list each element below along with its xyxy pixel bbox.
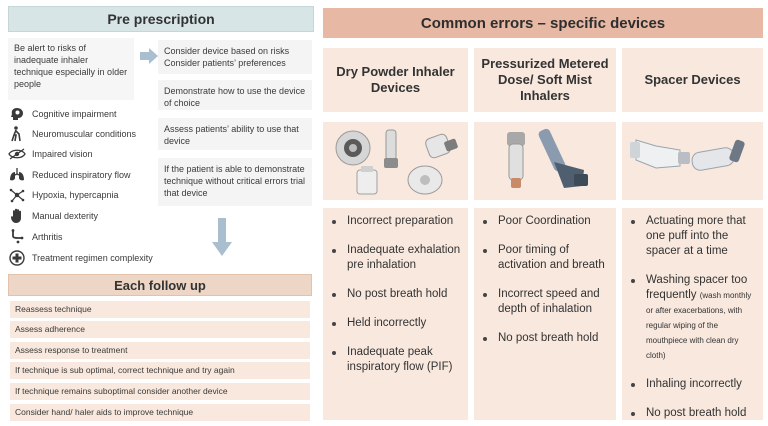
step-demonstrate: Demonstrate how to use the device of choice: [158, 80, 312, 110]
arrow-right-icon: [140, 48, 158, 69]
list-item: Inhaling incorrectly: [622, 377, 757, 392]
risk-manual-dexterity: Manual dexterity: [8, 207, 98, 225]
step-consider-device: Consider device based on risks Consider patients’ preferences: [158, 40, 312, 74]
arrow-down-icon: [212, 218, 232, 261]
list-item: Incorrect preparation: [323, 214, 462, 229]
risk-neuromuscular: Neuromuscular conditions: [8, 125, 136, 143]
pmdi-devices-image: [474, 122, 616, 200]
dpi-errors-panel: [323, 208, 468, 420]
list-item: No post breath hold: [474, 331, 610, 346]
follow-up-item: Reassess technique: [10, 301, 310, 318]
column-title-dpi: Dry Powder Inhaler Devices: [323, 48, 468, 112]
dpi-devices-image: [323, 122, 468, 200]
list-item: [622, 273, 757, 363]
risk-arthritis: Arthritis: [8, 228, 63, 246]
pmdi-errors-panel: [474, 208, 616, 420]
joint-icon: [8, 229, 26, 245]
list-item: Actuating more that one puff into the spacer at a time: [622, 214, 757, 259]
list-item: Incorrect speed and depth of inhalation: [474, 287, 610, 317]
list-item: Inadequate peak inspiratory flow (PIF): [323, 345, 462, 375]
follow-up-item: If technique remains suboptimal consider another device: [10, 383, 310, 400]
risk-alert-note: Be alert to risks of inadequate inhaler technique especially in older people: [8, 38, 134, 100]
follow-up-item: Assess response to treatment: [10, 342, 310, 359]
step-assess-ability: Assess patients’ ability to use that device: [158, 118, 312, 150]
follow-up-header: [8, 274, 312, 296]
list-item: Inadequate exhalation pre inhalation: [323, 243, 462, 273]
follow-up-title: Each follow up: [114, 277, 206, 293]
risk-impaired-vision: Impaired vision: [8, 145, 93, 163]
spacer-errors-panel: [622, 208, 763, 420]
follow-up-item: Consider hand/ haler aids to improve technique: [10, 404, 310, 421]
medical-cross-icon: [8, 250, 26, 266]
common-errors-header: [323, 8, 763, 38]
hand-icon: [8, 208, 26, 224]
list-item: Held incorrectly: [323, 316, 462, 331]
crossed-eye-icon: [8, 146, 26, 162]
risk-reduced-inspiratory-flow: Reduced inspiratory flow: [8, 166, 131, 184]
risk-cognitive-impairment: Cognitive impairment: [8, 105, 117, 123]
list-item: Poor timing of activation and breath: [474, 243, 610, 273]
walking-cane-icon: [8, 126, 26, 142]
spacer-devices-image: [622, 122, 763, 200]
risk-treatment-complexity: Treatment regimen complexity: [8, 249, 153, 267]
list-item: No post breath hold: [622, 406, 757, 421]
washing-spacer-note: (wash monthly or after exacerbations, with regular wiping of the mouthpiece with clean dry cloth): [646, 291, 752, 360]
list-item: Poor Coordination: [474, 214, 610, 229]
lungs-icon: [8, 167, 26, 183]
risk-hypoxia-hypercapnia: Hypoxia, hypercapnia: [8, 186, 119, 204]
head-brain-icon: [8, 106, 26, 122]
follow-up-item: Assess adherence: [10, 321, 310, 338]
washing-spacer-text: Washing spacer too frequently: [646, 274, 748, 301]
column-title-pmdi: Pressurized Metered Dose/ Soft Mist Inhalers: [474, 48, 616, 112]
pre-prescription-title: Pre prescription: [107, 11, 215, 27]
common-errors-title: Common errors – specific devices: [420, 14, 666, 32]
list-item: No post breath hold: [323, 287, 462, 302]
column-title-spacer: Spacer Devices: [622, 48, 763, 112]
follow-up-item: If technique is sub optimal, correct technique and try again: [10, 362, 310, 379]
molecule-icon: [8, 187, 26, 203]
pre-prescription-header: [8, 6, 314, 32]
step-trial-device: If the patient is able to demonstrate technique without critical errors trial that device: [158, 158, 312, 206]
